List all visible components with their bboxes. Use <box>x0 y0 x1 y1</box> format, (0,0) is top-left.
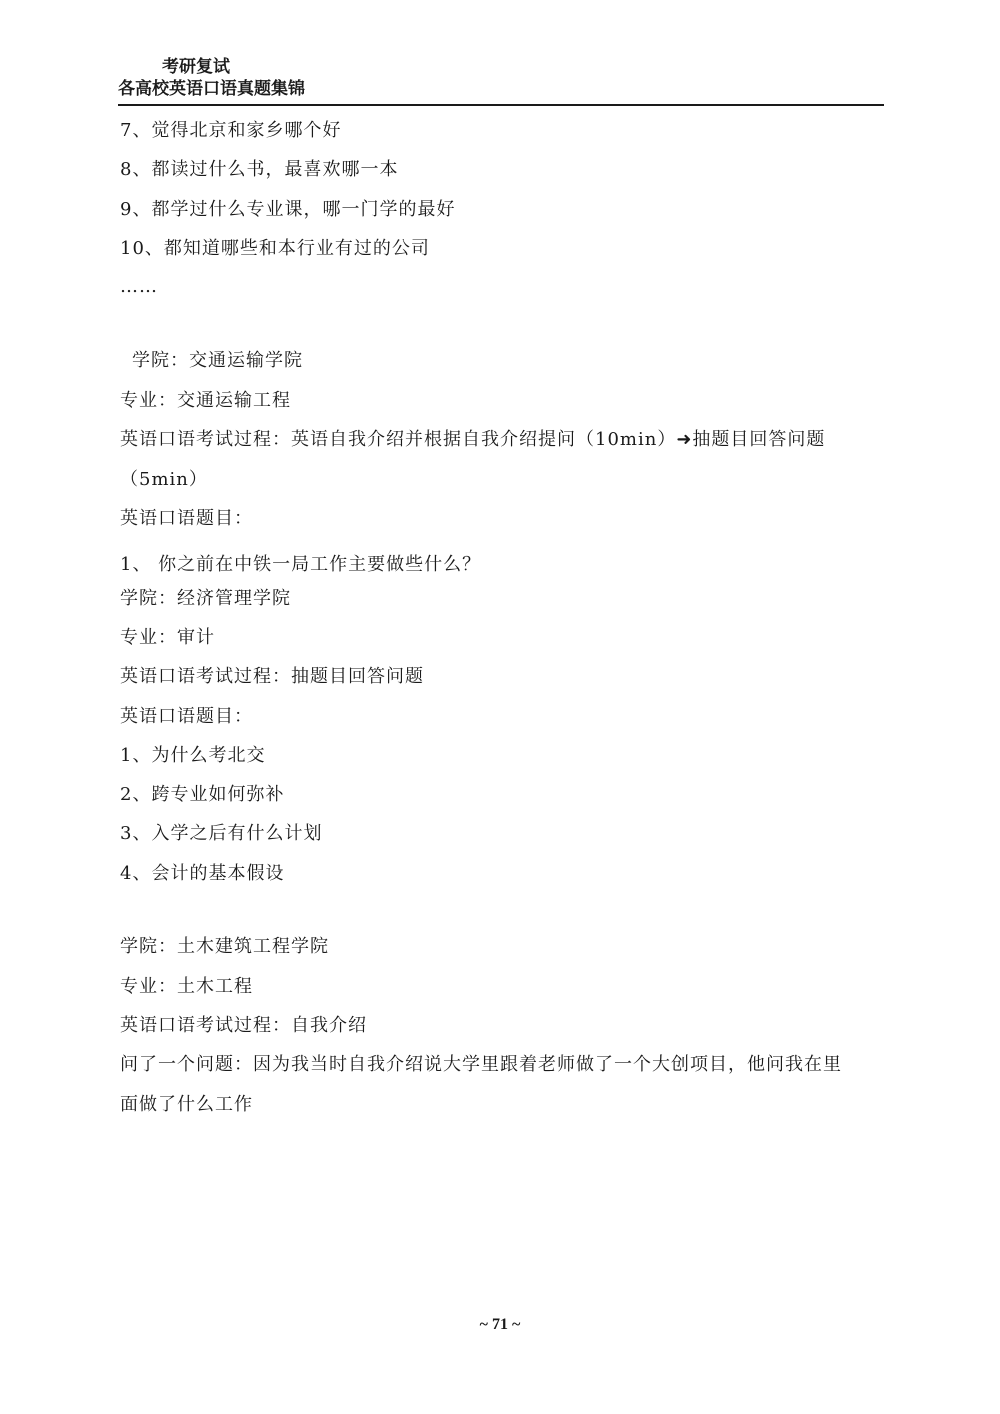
section-econ-questions-label: 英语口语题目： <box>120 706 253 727</box>
section-econ-major: 专业：审计 <box>120 627 215 648</box>
section-transport-process: 英语口语考试过程：英语自我介绍并根据自我介绍提问（10min）➜抽题目回答问题 <box>120 429 826 450</box>
header-divider <box>118 104 884 106</box>
header-subtitle: 各高校英语口语真题集锦 <box>118 79 305 99</box>
section-civil-process: 英语口语考试过程：自我介绍 <box>120 1015 367 1036</box>
question-10: 10、都知道哪些和本行业有过的公司 <box>120 238 430 259</box>
page-header <box>118 56 884 100</box>
question-8: 8、都读过什么书，最喜欢哪一本 <box>120 159 399 180</box>
section-transport-questions-label: 英语口语题目： <box>120 508 253 529</box>
question-9: 9、都学过什么专业课，哪一门学的最好 <box>120 199 456 220</box>
section-econ-question-2: 2、跨专业如何弥补 <box>120 784 285 805</box>
section-civil-major: 专业：土木工程 <box>120 976 253 997</box>
section-econ-question-1: 1、为什么考北交 <box>120 745 266 766</box>
section-transport-major: 专业：交通运输工程 <box>120 390 291 411</box>
section-econ-process: 英语口语考试过程：抽题目回答问题 <box>120 666 424 687</box>
section-transport-college: 学院：交通运输学院 <box>132 350 303 371</box>
section-transport-question-1: 1、 你之前在中铁一局工作主要做些什么？ <box>120 554 482 575</box>
section-civil-question-cont: 面做了什么工作 <box>120 1094 253 1115</box>
section-econ-question-3: 3、入学之后有什么计划 <box>120 823 323 844</box>
header-title: 考研复试 <box>162 57 230 77</box>
section-econ-college: 学院：经济管理学院 <box>120 588 291 609</box>
section-econ-question-4: 4、会计的基本假设 <box>120 863 285 884</box>
ellipsis: …… <box>120 276 158 297</box>
page-number: ~ 71 ~ <box>479 1316 521 1333</box>
section-transport-process-cont: （5min） <box>120 469 208 490</box>
question-7: 7、觉得北京和家乡哪个好 <box>120 120 342 141</box>
section-civil-question: 问了一个问题：因为我当时自我介绍说大学里跟着老师做了一个大创项目，他问我在里 <box>120 1054 842 1075</box>
section-civil-college: 学院：土木建筑工程学院 <box>120 936 329 957</box>
